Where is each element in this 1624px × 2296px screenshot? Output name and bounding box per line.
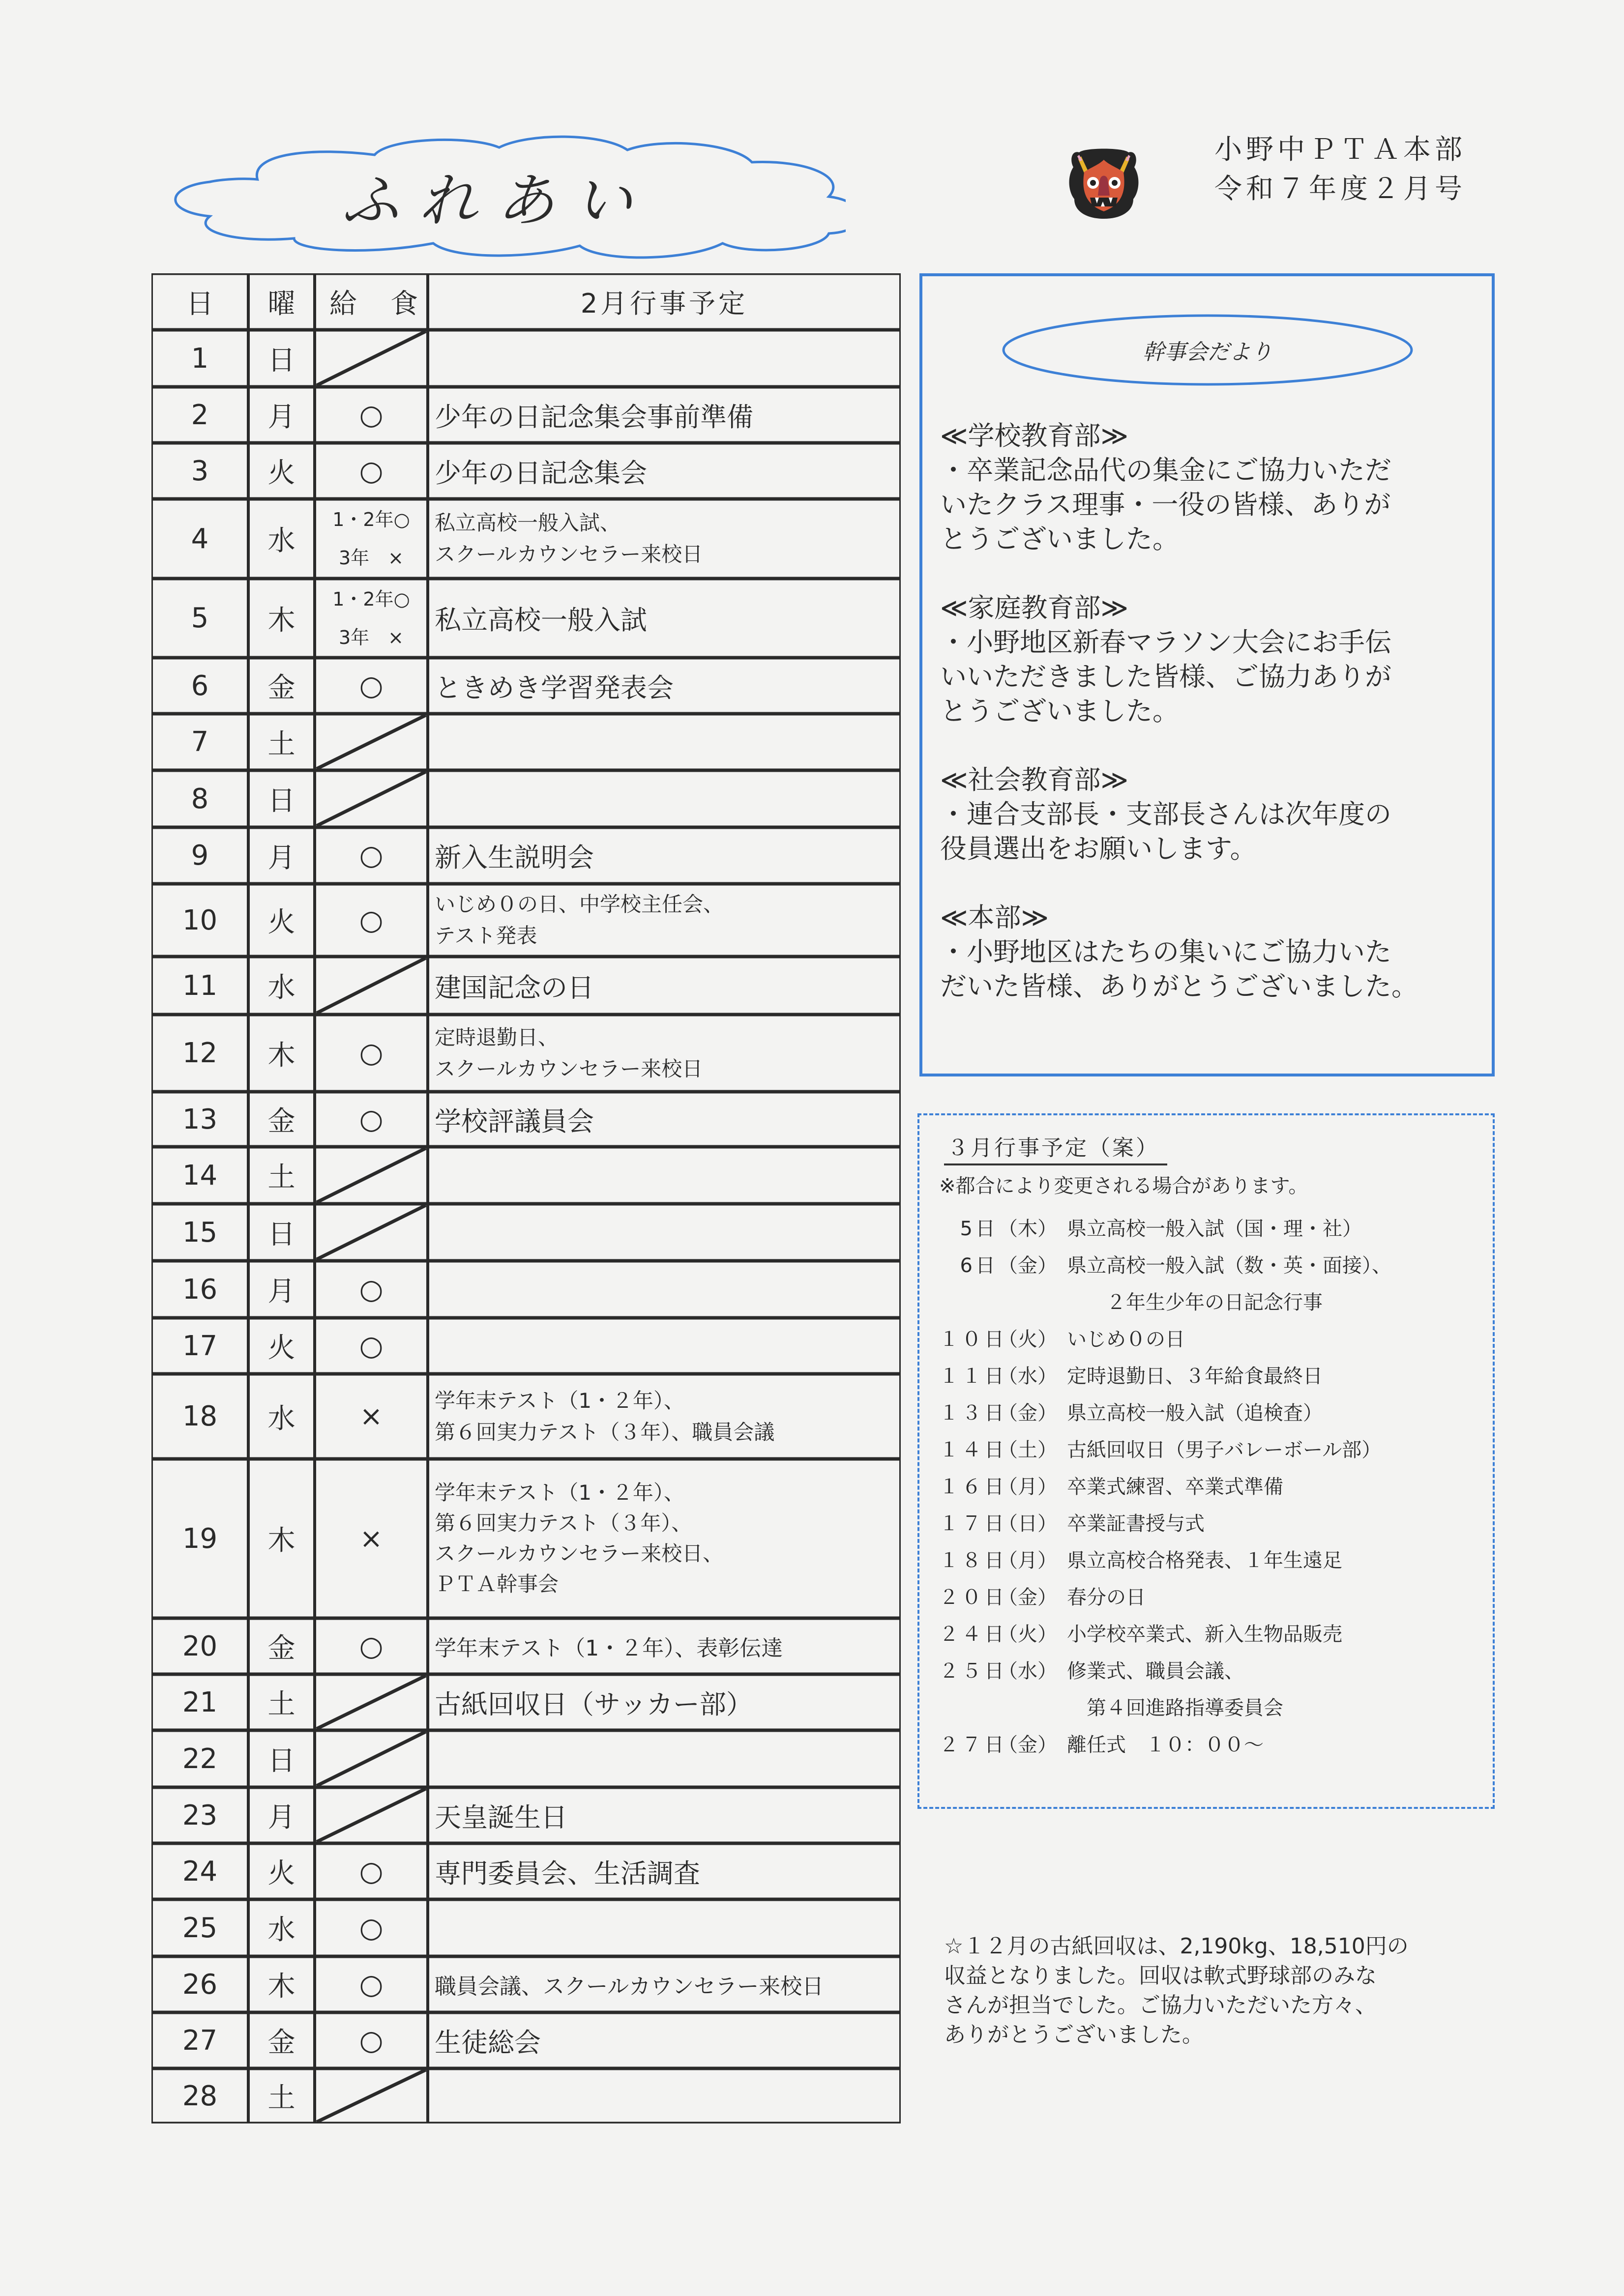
day-number: 8: [191, 783, 209, 815]
table-row: [151, 1261, 901, 1318]
event-text: 学年末テスト（1・２年）、: [435, 1388, 685, 1413]
day-number: 2: [191, 399, 209, 431]
lunch-status: ×: [359, 1522, 383, 1555]
march-weekday: （日）: [998, 1512, 1057, 1535]
march-list: [939, 1209, 1391, 1762]
kanjikai-section: [940, 763, 1481, 866]
march-item: [939, 1209, 1362, 1246]
march-content: 小学校卒業式、新入生物品販売: [1067, 1623, 1342, 1646]
event-text: 学校評議員会: [435, 1105, 594, 1137]
march-date: １３日: [939, 1402, 1007, 1424]
events-cell: [428, 1730, 901, 1787]
lunch-status-split: [315, 579, 428, 658]
day-number: 16: [182, 1273, 218, 1306]
event-text: 少年の日記念集会事前準備: [435, 401, 753, 433]
march-item: [939, 1246, 1391, 1282]
weekday: 日: [267, 1745, 295, 1777]
lunch-status: ○: [359, 455, 384, 487]
table-row: [151, 714, 901, 770]
march-item: [939, 1356, 1323, 1393]
weekday: 土: [267, 2082, 295, 2114]
march-content: 離任式 １０：００～: [1067, 1734, 1264, 1756]
kanjikai-label: 幹事会だより: [1143, 340, 1272, 365]
march-content: いじめ０の日: [1067, 1328, 1185, 1351]
weekday: 月: [267, 842, 295, 874]
events-cell: [428, 884, 901, 957]
event-text: スクールカウンセラー来校日、: [435, 1541, 724, 1566]
event-text: ときめき学習発表会: [435, 672, 674, 703]
table-row: [151, 1674, 901, 1730]
paper-recycling-note: [944, 1932, 1485, 2050]
march-content: 卒業式練習、卒業式準備: [1067, 1476, 1283, 1498]
lunch-status: ×: [359, 1400, 383, 1432]
event-text: 専門委員会、生活調査: [435, 1858, 700, 1889]
march-content: 春分の日: [1067, 1586, 1146, 1609]
event-text: 生徒総会: [435, 2027, 541, 2058]
march-date: １４日: [939, 1439, 1007, 1461]
section-line: ・連合支部長・支部長さんは次年度の: [940, 799, 1391, 830]
section-heading: ≪家庭教育部≫: [940, 592, 1129, 623]
table-row: [151, 2068, 901, 2123]
day-number: 1: [191, 342, 209, 375]
day-number: 3: [191, 455, 209, 487]
march-date: １８日: [939, 1549, 1007, 1572]
lunch-line: 3年 ×: [338, 547, 404, 569]
march-content: ２年生少年の日記念行事: [1087, 1291, 1323, 1314]
day-number: 13: [182, 1103, 218, 1135]
lunch-line: 3年 ×: [338, 626, 404, 648]
march-content: 県立高校一般入試（国・理・社）: [1067, 1218, 1362, 1240]
table-row: [151, 1843, 901, 1899]
event-text: 第６回実力テスト（３年）、職員会議: [435, 1420, 775, 1444]
event-text: 職員会議、スクールカウンセラー来校日: [435, 1974, 824, 1999]
events-cell: [428, 2012, 901, 2068]
weekday: 水: [267, 972, 295, 1004]
weekday: 木: [267, 604, 295, 637]
weekday: 木: [267, 1525, 295, 1557]
events-cell: [428, 1899, 901, 1956]
section-line: ・小野地区はたちの集いにご協力いた: [940, 936, 1391, 967]
events-cell: [428, 1674, 901, 1730]
event-text: スクールカウンセラー来校日: [435, 1056, 703, 1081]
oni-face-icon: [1064, 143, 1143, 221]
section-line: とうございました。: [940, 696, 1179, 727]
weekday: 月: [267, 1802, 295, 1833]
march-date: １６日: [939, 1476, 1007, 1498]
lunch-status: ○: [359, 1330, 384, 1362]
weekday: 金: [267, 672, 295, 704]
section-line: とうございました。: [940, 523, 1179, 554]
section-line: ・小野地区新春マラソン大会にお手伝: [940, 627, 1391, 658]
table-row: [151, 1015, 901, 1092]
march-weekday: （金）: [998, 1254, 1057, 1277]
march-item: [939, 1614, 1342, 1651]
event-text: いじめ０の日、中学校主任会、: [435, 892, 724, 916]
events-cell: [428, 579, 901, 658]
events-cell: [428, 2068, 901, 2123]
lunch-status: ○: [359, 399, 384, 431]
weekday: 土: [267, 728, 295, 760]
lunch-status: ○: [359, 1968, 384, 2001]
table-row: [151, 579, 901, 658]
day-number: 23: [182, 1799, 218, 1831]
march-date: 5日: [960, 1218, 998, 1240]
march-item: [939, 1467, 1283, 1504]
note-line: さんが担当でした。ご協力いただいた方々、: [944, 1993, 1377, 2018]
lunch-status: ○: [359, 840, 384, 872]
weekday: 金: [267, 1632, 295, 1664]
no-lunch-slash: [315, 714, 428, 770]
event-text: 学年末テスト（1・２年）、表彰伝達: [435, 1636, 783, 1661]
table-row: [151, 1730, 901, 1787]
day-number: 7: [191, 726, 209, 758]
table-row: [151, 827, 901, 884]
lunch-status: ○: [359, 1273, 384, 1306]
march-content: 県立高校合格発表、１年生遠足: [1067, 1549, 1342, 1572]
kanjikai-section: [940, 591, 1481, 728]
lunch-status: ○: [359, 1037, 384, 1069]
event-text: スクールカウンセラー来校日: [435, 542, 703, 566]
weekday: 土: [267, 1688, 295, 1720]
march-date: １７日: [939, 1512, 1007, 1535]
march-item: [939, 1651, 1244, 1688]
table-row: [151, 1899, 901, 1956]
events-cell: [428, 1204, 901, 1261]
events-cell: [428, 1261, 901, 1318]
weekday: 水: [267, 1402, 295, 1435]
no-lunch-slash: [315, 957, 428, 1015]
day-number: 18: [182, 1400, 218, 1432]
weekday: 月: [267, 1276, 295, 1308]
day-number: 20: [182, 1630, 218, 1662]
march-date: ２５日: [939, 1660, 1007, 1683]
note-line: ありがとうございました。: [944, 2022, 1204, 2047]
no-lunch-slash: [315, 1730, 428, 1787]
weekday: 月: [267, 401, 295, 433]
no-lunch-slash: [315, 770, 428, 827]
weekday: 日: [267, 785, 295, 817]
weekday: 火: [267, 906, 295, 938]
lunch-status: ○: [359, 669, 384, 702]
lunch-status: ○: [359, 904, 384, 936]
day-number: 12: [182, 1037, 218, 1069]
day-number: 9: [191, 840, 209, 872]
table-row: [151, 1618, 901, 1674]
header-events: 2月行事予定: [580, 288, 748, 319]
kanjikai-section: [940, 419, 1481, 556]
header-weekday: 曜: [267, 288, 295, 320]
day-number: 24: [182, 1855, 218, 1888]
events-cell: [428, 827, 901, 884]
table-row: [151, 1318, 901, 1374]
weekday: 金: [267, 1105, 295, 1137]
march-date: １１日: [939, 1365, 1007, 1388]
kanjikai-newsletter-box: [919, 273, 1495, 1076]
march-weekday: （金）: [998, 1734, 1057, 1756]
header-meal: [315, 273, 428, 330]
header-day: 日: [186, 288, 214, 320]
no-lunch-slash: [315, 330, 428, 387]
weekday: 水: [267, 1914, 295, 1946]
section-line: だいた皆様、ありがとうございました。: [940, 971, 1418, 1002]
events-cell: [428, 1318, 901, 1374]
day-number: 4: [191, 523, 209, 555]
table-row: [151, 499, 901, 579]
event-text: 定時退勤日、: [435, 1025, 559, 1049]
event-text: 建国記念の日: [435, 972, 594, 1003]
march-date: 6日: [960, 1254, 998, 1277]
events-cell: [428, 1092, 901, 1147]
table-row: [151, 443, 901, 499]
march-content: 卒業証書授与式: [1067, 1512, 1205, 1535]
table-row: [151, 770, 901, 827]
march-date: ２７日: [939, 1734, 1007, 1756]
table-row: [151, 1459, 901, 1618]
weekday: 火: [267, 1858, 295, 1889]
lunch-status: ○: [359, 1912, 384, 1944]
events-cell: [428, 1787, 901, 1843]
kanjikai-section: [940, 901, 1481, 1004]
header-meal-a: 給: [329, 288, 357, 320]
weekday: 水: [267, 525, 295, 557]
lunch-status: ○: [359, 2024, 384, 2057]
march-item: [939, 1577, 1146, 1614]
february-schedule-table: [151, 273, 901, 2123]
events-cell: [428, 499, 901, 579]
header-meal-b: 食: [390, 288, 418, 320]
event-text: テスト発表: [435, 924, 537, 948]
no-lunch-slash: [315, 1204, 428, 1261]
table-row: [151, 330, 901, 387]
march-item: [939, 1504, 1205, 1540]
kanjikai-body: [940, 419, 1481, 1038]
table-row: [151, 1374, 901, 1459]
day-number: 15: [182, 1216, 218, 1249]
event-text: 少年の日記念集会: [435, 457, 647, 489]
day-number: 10: [182, 904, 218, 936]
event-text: 第６回実力テスト（３年）、: [435, 1511, 692, 1535]
events-cell: [428, 1374, 901, 1459]
march-item: [939, 1282, 1323, 1319]
title-cloud: [148, 133, 846, 261]
events-cell: [428, 443, 901, 499]
note-line: 収益となりました。回収は軟式野球部のみな: [944, 1963, 1377, 1988]
weekday: 日: [267, 1219, 295, 1250]
march-date: １０日: [939, 1328, 1007, 1351]
table-row: [151, 387, 901, 443]
section-heading: ≪社会教育部≫: [940, 764, 1129, 795]
event-text: 天皇誕生日: [435, 1802, 567, 1833]
event-text: 新入生説明会: [435, 842, 594, 873]
events-cell: [428, 1015, 901, 1092]
organization-name: 小野中ＰＴＡ本部: [1214, 134, 1466, 166]
march-weekday: （土）: [998, 1439, 1057, 1461]
table-row: [151, 1787, 901, 1843]
table-row: [151, 1147, 901, 1204]
table-row: [151, 1092, 901, 1147]
march-item: [939, 1540, 1342, 1577]
table-header: [151, 273, 901, 330]
march-item: [939, 1725, 1264, 1762]
note-line: ☆１２月の古紙回収は、2,190kg、18,510円の: [944, 1934, 1409, 1959]
march-weekday: （水）: [998, 1660, 1057, 1683]
issue-label: 令和７年度２月号: [1214, 173, 1466, 205]
march-content: 古紙回収日（男子バレーボール部）: [1067, 1439, 1382, 1461]
newsletter-title: ふれあい: [341, 167, 652, 234]
no-lunch-slash: [315, 1787, 428, 1843]
no-lunch-slash: [315, 1674, 428, 1730]
march-content: 定時退勤日、３年給食最終日: [1067, 1365, 1323, 1388]
section-line: いいただきました皆様、ご協力ありが: [940, 661, 1391, 692]
events-cell: [428, 770, 901, 827]
events-cell: [428, 330, 901, 387]
march-weekday: （火）: [998, 1328, 1057, 1351]
event-text: 私立高校一般入試、: [435, 511, 621, 535]
march-content: 県立高校一般入試（追検査）: [1067, 1402, 1323, 1424]
march-item: [939, 1393, 1323, 1430]
table-row: [151, 1204, 901, 1261]
weekday: 木: [267, 1039, 295, 1072]
day-number: 27: [182, 2024, 218, 2057]
section-line: 役員選出をお願いします。: [940, 833, 1257, 864]
march-item: [939, 1430, 1382, 1467]
weekday: 土: [267, 1162, 295, 1193]
day-number: 17: [182, 1330, 218, 1362]
march-content: 第４回進路指導委員会: [1087, 1697, 1283, 1719]
march-schedule-box: [917, 1113, 1495, 1809]
events-cell: [428, 1843, 901, 1899]
no-lunch-slash: [315, 2068, 428, 2123]
event-text: 私立高校一般入試: [435, 605, 647, 636]
table-row: [151, 884, 901, 957]
events-cell: [428, 1147, 901, 1204]
day-number: 19: [182, 1522, 218, 1555]
event-text: 学年末テスト（1・２年）、: [435, 1481, 685, 1505]
day-number: 14: [182, 1159, 218, 1192]
day-number: 21: [182, 1686, 218, 1718]
section-heading: ≪学校教育部≫: [940, 420, 1129, 451]
march-note: ※都合により変更される場合があります。: [939, 1175, 1308, 1197]
lunch-status: ○: [359, 1630, 384, 1662]
weekday: 木: [267, 1971, 295, 2003]
events-cell: [428, 957, 901, 1015]
day-number: 6: [191, 669, 209, 702]
section-heading: ≪本部≫: [940, 902, 1049, 933]
march-weekday: （月）: [998, 1549, 1057, 1572]
newsletter-masthead: [1214, 130, 1466, 209]
events-cell: [428, 1618, 901, 1674]
events-cell: [428, 714, 901, 770]
march-weekday: （金）: [998, 1586, 1057, 1609]
day-number: 22: [182, 1743, 218, 1775]
section-line: ・卒業記念品代の集金にご協力いただ: [940, 455, 1391, 486]
table-row: [151, 2012, 901, 2068]
day-number: 26: [182, 1968, 218, 2001]
march-title: ３月行事予定（案）: [944, 1130, 1167, 1165]
march-date: ２４日: [939, 1623, 1007, 1646]
events-cell: [428, 1459, 901, 1618]
march-weekday: （火）: [998, 1623, 1057, 1646]
day-number: 25: [182, 1912, 218, 1944]
events-cell: [428, 658, 901, 714]
march-content: 県立高校一般入試（数・英・面接）、: [1067, 1254, 1391, 1277]
day-number: 11: [182, 969, 218, 1002]
march-weekday: （水）: [998, 1365, 1057, 1388]
no-lunch-slash: [315, 1147, 428, 1204]
weekday: 火: [267, 1332, 295, 1364]
events-cell: [428, 387, 901, 443]
march-item: [939, 1319, 1185, 1356]
lunch-status: ○: [359, 1855, 384, 1888]
weekday: 火: [267, 457, 295, 489]
lunch-status: ○: [359, 1103, 384, 1135]
march-content: 修業式、職員会議、: [1067, 1660, 1244, 1683]
table-row: [151, 1956, 901, 2012]
march-date: ２０日: [939, 1586, 1007, 1609]
events-cell: [428, 1956, 901, 2012]
event-text: ＰＴＡ幹事会: [435, 1572, 559, 1596]
lunch-line: 1・2年○: [332, 509, 410, 530]
lunch-line: 1・2年○: [332, 588, 410, 610]
event-text: 古紙回収日（サッカー部）: [435, 1688, 753, 1720]
weekday: 金: [267, 2027, 295, 2059]
march-weekday: （月）: [998, 1476, 1057, 1498]
table-row: [151, 957, 901, 1015]
march-weekday: （木）: [998, 1218, 1057, 1240]
march-weekday: （金）: [998, 1402, 1057, 1424]
day-number: 5: [191, 602, 209, 634]
weekday: 日: [267, 345, 295, 377]
lunch-status-split: [315, 499, 428, 579]
table-row: [151, 658, 901, 714]
march-item: [939, 1688, 1283, 1725]
section-line: いたクラス理事・一役の皆様、ありが: [940, 489, 1391, 520]
day-number: 28: [182, 2080, 218, 2112]
